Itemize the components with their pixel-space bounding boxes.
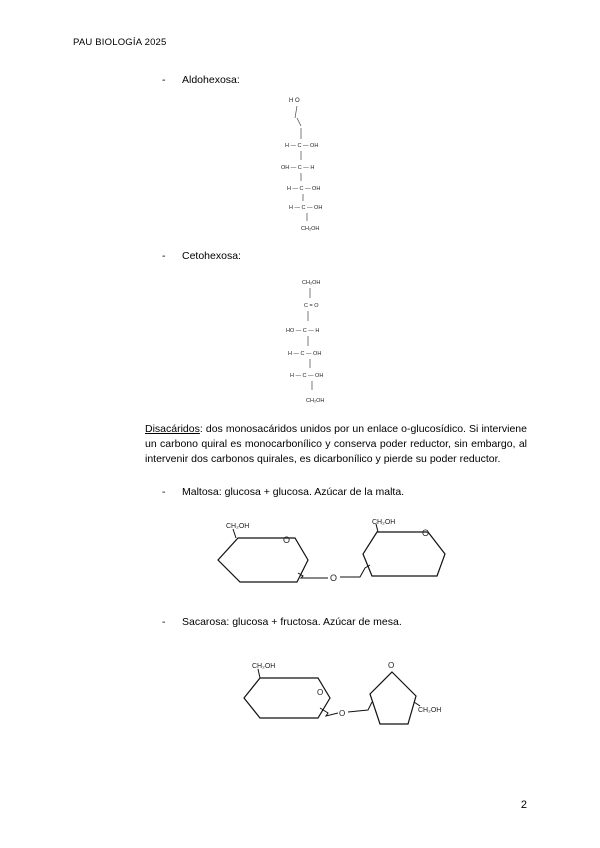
fructose-oxygen: O [388,661,395,670]
keto-group: C = O [304,303,319,309]
ring1-ch2oh: CH₂OH [226,523,250,530]
bullet-dash: - [162,616,166,628]
carbon-row-2: OH — C — H [281,165,315,171]
cetohexosa-bullet [162,250,241,262]
glucose-ring [244,678,330,718]
carbon-row-4: H — C — OH [289,205,323,211]
carbon-row-1: HO — C — H [286,328,320,334]
glycosidic-bond [340,565,370,577]
glucose-ring-2 [363,532,445,576]
disacaridos-term: Disacáridos [145,423,200,435]
glucose-ch2oh: CH₂OH [252,663,276,670]
ring1-oxygen: O [283,535,291,545]
ch2oh-bond [414,702,420,706]
aldehyde-bond [297,118,301,126]
maltosa-diagram [200,510,460,590]
bridge-oxygen: O [330,573,338,583]
aldehyde-group: H O [289,98,300,104]
sacarosa-bullet [162,616,402,628]
bridge-oxygen: O [339,709,346,718]
document-header: PAU BIOLOGÍA 2025 [73,37,167,48]
sacarosa-diagram [230,650,460,740]
bullet-dash: - [162,250,166,262]
carbon-row-3: H — C — OH [287,186,321,192]
aldehyde-bond [295,106,297,118]
ring2-oxygen: O [422,528,430,538]
terminal-group: CH₂OH [306,398,325,404]
disacaridos-text: : dos monosacáridos unidos por un enlace o-glucosídico. Si interviene un carbono quiral es monocarbonílico y conserva poder reductor, sin embargo, al intervenir dos carbonos quirales, es dicarbonílico y pierde su poder reductor. [145,423,527,465]
aldohexosa-formula [275,92,345,234]
glycosidic-bond [348,702,372,712]
bullet-dash: - [162,486,166,498]
terminal-group: CH₂OH [302,280,321,286]
disacaridos-paragraph [145,422,527,467]
page-number: 2 [520,799,527,811]
ch2oh-bond [258,669,260,678]
bullet-dash: - [162,74,166,86]
fructose-ring [370,672,416,724]
fructose-ch2oh: CH₂OH [418,707,442,714]
terminal-group: CH₂OH [301,226,320,232]
glucose-ring-1 [218,538,308,582]
cetohexosa-formula [282,262,352,407]
ring2-ch2oh: CH₂OH [372,519,396,526]
glycosidic-bond [320,708,338,716]
carbon-row-1: H — C — OH [285,143,319,149]
carbon-row-3: H — C — OH [290,373,324,379]
maltosa-label: Maltosa: glucosa + glucosa. Azúcar de la malta. [182,486,405,498]
glycosidic-bond [298,573,328,578]
glucose-oxygen: O [317,688,324,697]
maltosa-bullet [162,486,404,498]
sacarosa-label: Sacarosa: glucosa + fructosa. Azúcar de mesa. [182,616,402,628]
cetohexosa-label: Cetohexosa: [182,250,241,262]
aldohexosa-bullet [162,74,240,86]
ch2oh-bond [233,529,236,538]
carbon-row-2: H — C — OH [288,351,322,357]
aldohexosa-label: Aldohexosa: [182,74,240,86]
